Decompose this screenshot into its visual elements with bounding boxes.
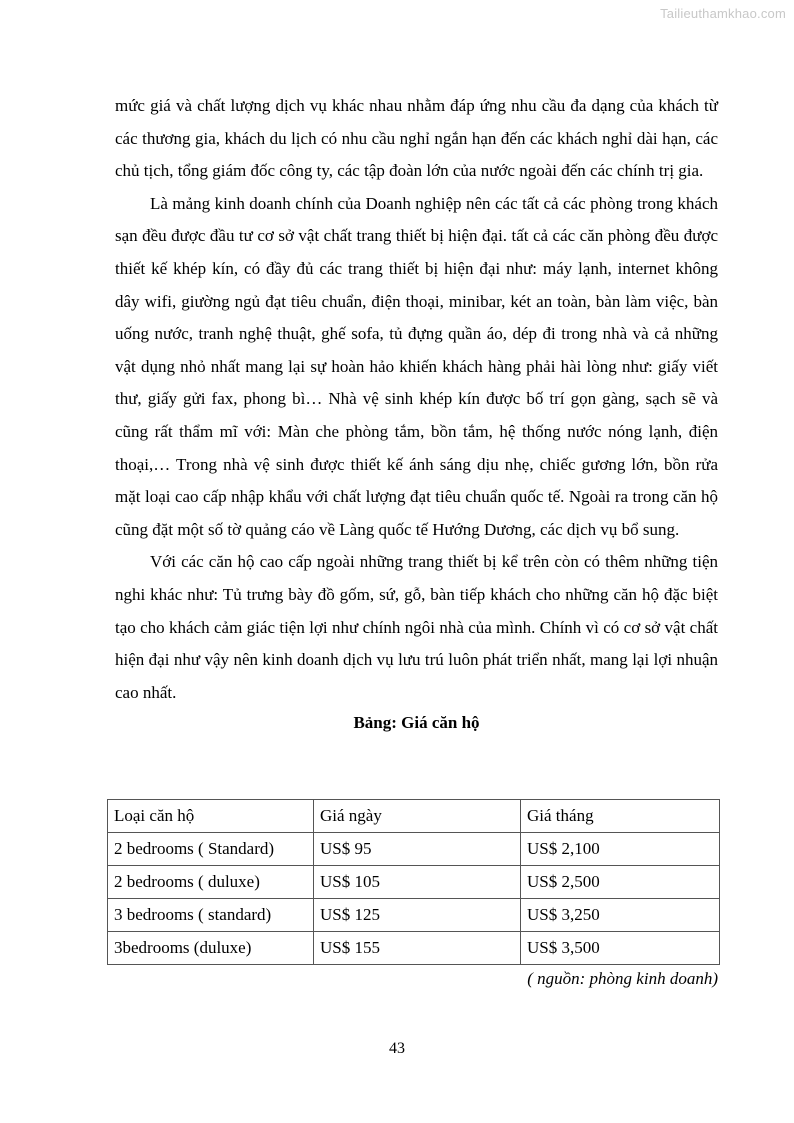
cell-monthly: US$ 3,500 [521,932,720,965]
document-body [115,90,718,737]
table-row [108,899,720,932]
table-row [108,932,720,965]
cell-type: 2 bedrooms ( Standard) [108,833,314,866]
table-header-row [108,800,720,833]
cell-monthly: US$ 2,500 [521,866,720,899]
cell-type: 3 bedrooms ( standard) [108,899,314,932]
cell-daily: US$ 125 [314,899,521,932]
paragraph-1: mức giá và chất lượng dịch vụ khác nhau nhằm đáp ứng nhu cầu đa dạng của khách từ các thương gia, khách du lịch có nhu cầu nghỉ ngắn hạn đến các khách nghỉ dài hạn, các chủ tịch, tổng giám đốc công ty, các tập đoàn lớn của nước ngoài đến các chính trị gia. [115,96,718,181]
cell-daily: US$ 95 [314,833,521,866]
cell-daily: US$ 105 [314,866,521,899]
table-title: Bảng: Giá căn hộ [353,713,480,733]
table-row [108,866,720,899]
table-source-note: ( nguồn: phòng kinh doanh) [527,969,718,988]
header-cell-monthly: Giá tháng [521,800,720,833]
watermark: Tailieuthamkhao.com [660,6,786,21]
cell-type: 2 bedrooms ( duluxe) [108,866,314,899]
price-table [107,799,720,965]
paragraph-2: Là mảng kinh doanh chính của Doanh nghiệp nên các tất cả các phòng trong khách sạn đều được đầu tư cơ sở vật chất trang thiết bị hiện đại. tất cả các căn phòng đều được thiết kế khép kín, có đầy đủ các trang thiết bị hiện đại như: máy lạnh, internet không dây wifi, giường ngủ đạt tiêu chuẩn, điện thoại, minibar, két an toàn, bàn làm việc, bàn uống nước, tranh nghệ thuật, ghế sofa, tủ đựng quần áo, dép đi trong nhà và cả những vật dụng nhỏ nhất mang lại sự hoàn hảo khiến khách hàng phải hài lòng như: giấy viết thư, giấy gửi fax, phong bì… Nhà vệ sinh khép kín được bố trí gọn gàng, sạch sẽ và cũng rất thẩm mĩ với: Màn che phòng tắm, bồn tắm, hệ thống nước nóng lạnh, điện thoại,… Trong nhà vệ sinh được thiết kế ánh sáng dịu nhẹ, chiếc gương lớn, bồn rửa mặt loại cao cấp nhập khẩu với chất lượng đạt tiêu chuẩn quốc tế. Ngoài ra trong căn hộ cũng đặt một số tờ quảng cáo về Làng quốc tế Hướng Dương, các dịch vụ bổ sung. [115,193,718,539]
cell-monthly: US$ 2,100 [521,833,720,866]
header-cell-type: Loại căn hộ [108,800,314,833]
header-cell-daily: Giá ngày [314,800,521,833]
paragraph-3: Với các căn hộ cao cấp ngoài những trang thiết bị kể trên còn có thêm những tiện nghi khác như: Tủ trưng bày đồ gốm, sứ, gỗ, bàn tiếp khách cho những căn hộ đặc biệt tạo cho khách cảm giác tiện lợi như chính ngôi nhà của mình. Chính vì có cơ sở vật chất hiện đại như vậy nên kinh doanh dịch vụ lưu trú luôn phát triển nhất, mang lại lợi nhuận cao nhất. [115,552,718,702]
page-number: 43 [389,1040,405,1057]
cell-type: 3bedrooms (duluxe) [108,932,314,965]
cell-monthly: US$ 3,250 [521,899,720,932]
table-row [108,833,720,866]
cell-daily: US$ 155 [314,932,521,965]
